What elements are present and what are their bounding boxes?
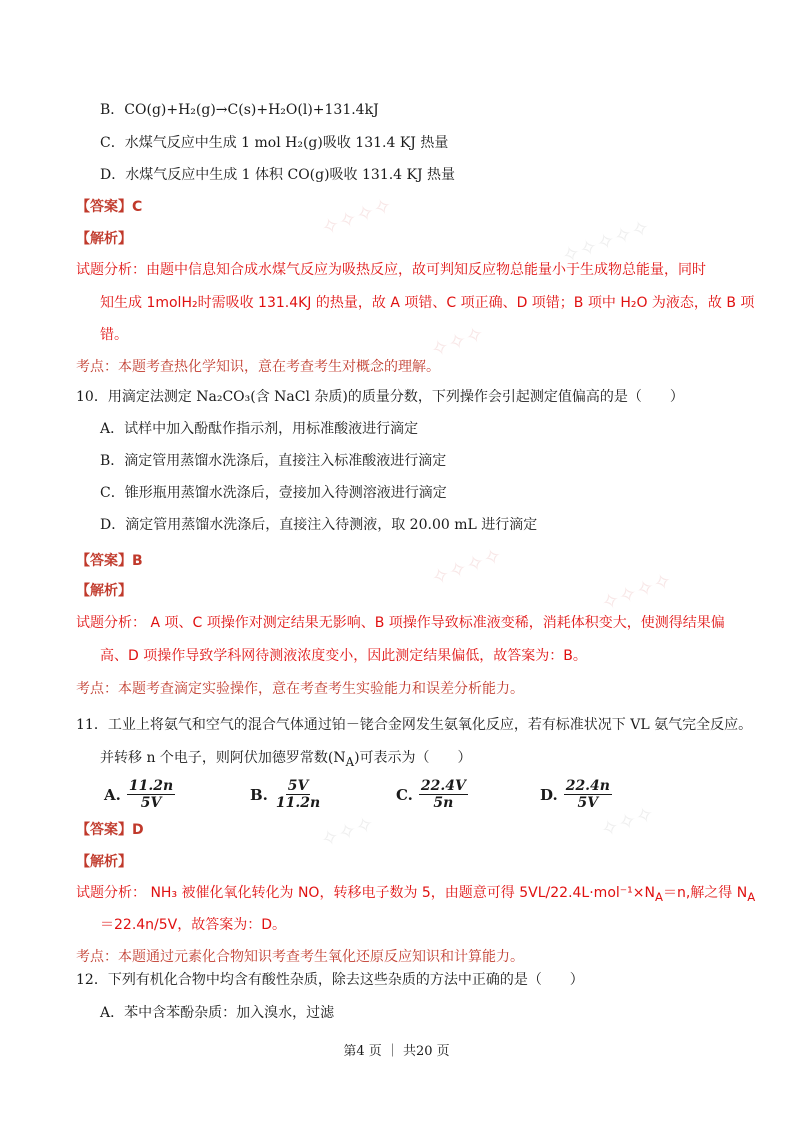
- watermark: ✧✧✧✧: [317, 193, 396, 242]
- subscript: A: [747, 889, 756, 904]
- q10-option-d: D．滴定管用蒸馏水洗涤后，直接注入待测液，取 20.00 mL 进行滴定: [100, 517, 538, 533]
- q11-kaodian: 考点：本题通过元素化合物知识考查考生氧化还原反应知识和计算能力。: [76, 949, 524, 965]
- fraction: [274, 778, 322, 811]
- fraction: [564, 778, 612, 811]
- analysis-text: ＝n,解之得 N: [662, 885, 748, 901]
- denominator: 5n: [433, 795, 454, 811]
- option-label: B.: [250, 785, 268, 804]
- q10-option-b: B．滴定管用蒸馏水洗涤后，直接注入标准酸液进行滴定: [100, 453, 447, 469]
- watermark: ✧✧✧✧✧: [558, 214, 654, 271]
- q11-option-d: [540, 778, 612, 811]
- watermark: ✧✧✧: [597, 801, 658, 844]
- answer-value: B: [132, 553, 143, 569]
- q10-option-c: C．锥形瓶用蒸馏水洗涤后，壹接加入待测溶液进行滴定: [100, 485, 447, 501]
- q9-analysis-label: 【解析】: [76, 231, 132, 247]
- answer-label: 【答案】: [76, 199, 132, 215]
- subscript: A: [345, 754, 355, 769]
- q9-kaodian: 考点：本题考查热化学知识，意在考查考生对概念的理解。: [76, 359, 440, 375]
- watermark: ✧✧✧: [427, 321, 488, 364]
- q11-option-a: [104, 778, 175, 811]
- answer-value: C: [132, 199, 143, 215]
- q11-stem: 11．工业上将氨气和空气的混合气体通过铂－铑合金网发生氨氧化反应，若有标准状况下 VL 氨气完全反应。: [76, 717, 753, 733]
- q10-answer: [76, 550, 143, 570]
- q11-stem-cont: [100, 748, 472, 772]
- q9-option-d: D．水煤气反应中生成 1 体积 CO(g)吸收 131.4 KJ 热量: [100, 167, 456, 183]
- numerator: 22.4n: [565, 778, 610, 794]
- q12-stem: 12．下列有机化合物中均含有酸性杂质，除去这些杂质的方法中正确的是（ ）: [76, 972, 584, 988]
- denominator: 11.2n: [275, 795, 321, 811]
- answer-value: D: [132, 822, 144, 838]
- q9-answer: [76, 196, 142, 216]
- q11-stem-tail: )可表示为（ ）: [354, 750, 472, 766]
- q11-answer: [76, 819, 144, 839]
- q10-analysis-line: 试题分析： A 项、C 项操作对测定结果无影响、B 项操作导致标准液变稀，消耗体积变大，使测得结果偏: [76, 615, 725, 631]
- fraction: [127, 778, 175, 811]
- q11-analysis-line: ＝22.4n/5V，故答案为：D。: [100, 917, 287, 933]
- analysis-text: 试题分析： NH₃ 被催化氧化转化为 NO，转移电子数为 5，由题意可得 5VL/22.4L·mol⁻¹×N: [76, 885, 655, 901]
- answer-label: 【答案】: [76, 822, 132, 838]
- q10-analysis-label: 【解析】: [76, 583, 132, 599]
- fraction: [419, 778, 468, 811]
- subscript: A: [654, 889, 663, 904]
- option-label: A.: [104, 785, 121, 804]
- denominator: 5V: [140, 795, 162, 811]
- q11-analysis-line: [76, 883, 755, 907]
- watermark: ✧✧✧✧: [427, 543, 506, 592]
- page-footer: 第4 页 ｜ 共20 页: [343, 1044, 450, 1059]
- watermark: ✧✧✧✧: [597, 568, 676, 617]
- q10-stem: 10．用滴定法测定 Na₂CO₃(含 NaCl 杂质)的质量分数，下列操作会引起测定值偏高的是（ ）: [76, 389, 684, 405]
- numerator: 22.4V: [420, 778, 466, 794]
- q10-option-a: A．试样中加入酚酞作指示剂，用标准酸液进行滴定: [100, 421, 419, 437]
- q10-analysis-line: 高、D 项操作导致学科网待测液浓度变小，因此测定结果偏低，故答案为：B。: [100, 648, 587, 664]
- numerator: 5V: [287, 778, 309, 794]
- q9-option-b: B．CO(g)+H₂(g)→C(s)+H₂O(l)+131.4kJ: [100, 102, 379, 118]
- denominator: 5V: [577, 795, 599, 811]
- answer-label: 【答案】: [76, 553, 132, 569]
- q10-kaodian: 考点：本题考查滴定实验操作，意在考查考生实验能力和误差分析能力。: [76, 681, 524, 697]
- watermark: ✧✧✧: [317, 811, 378, 854]
- q11-option-b: [250, 778, 322, 811]
- q12-option-a: A．苯中含苯酚杂质：加入溴水，过滤: [100, 1005, 335, 1021]
- q11-stem-text: 并转移 n 个电子，则阿伏加德罗常数(N: [100, 750, 346, 766]
- q9-analysis-line: 知生成 1molH₂时需吸收 131.4KJ 的热量，故 A 项错、C 项正确、D 项错；B 项中 H₂O 为液态，故 B 项: [100, 295, 755, 311]
- q11-option-c: [396, 778, 468, 811]
- q9-option-c: C．水煤气反应中生成 1 mol H₂(g)吸收 131.4 KJ 热量: [100, 135, 449, 151]
- numerator: 11.2n: [128, 778, 174, 794]
- option-label: D.: [540, 785, 558, 804]
- q9-analysis-line: 错。: [100, 327, 128, 343]
- q11-analysis-label: 【解析】: [76, 854, 132, 870]
- option-label: C.: [396, 785, 413, 804]
- q9-analysis-line: 试题分析：由题中信息知合成水煤气反应为吸热反应，故可判知反应物总能量小于生成物总能量，同时: [76, 262, 706, 278]
